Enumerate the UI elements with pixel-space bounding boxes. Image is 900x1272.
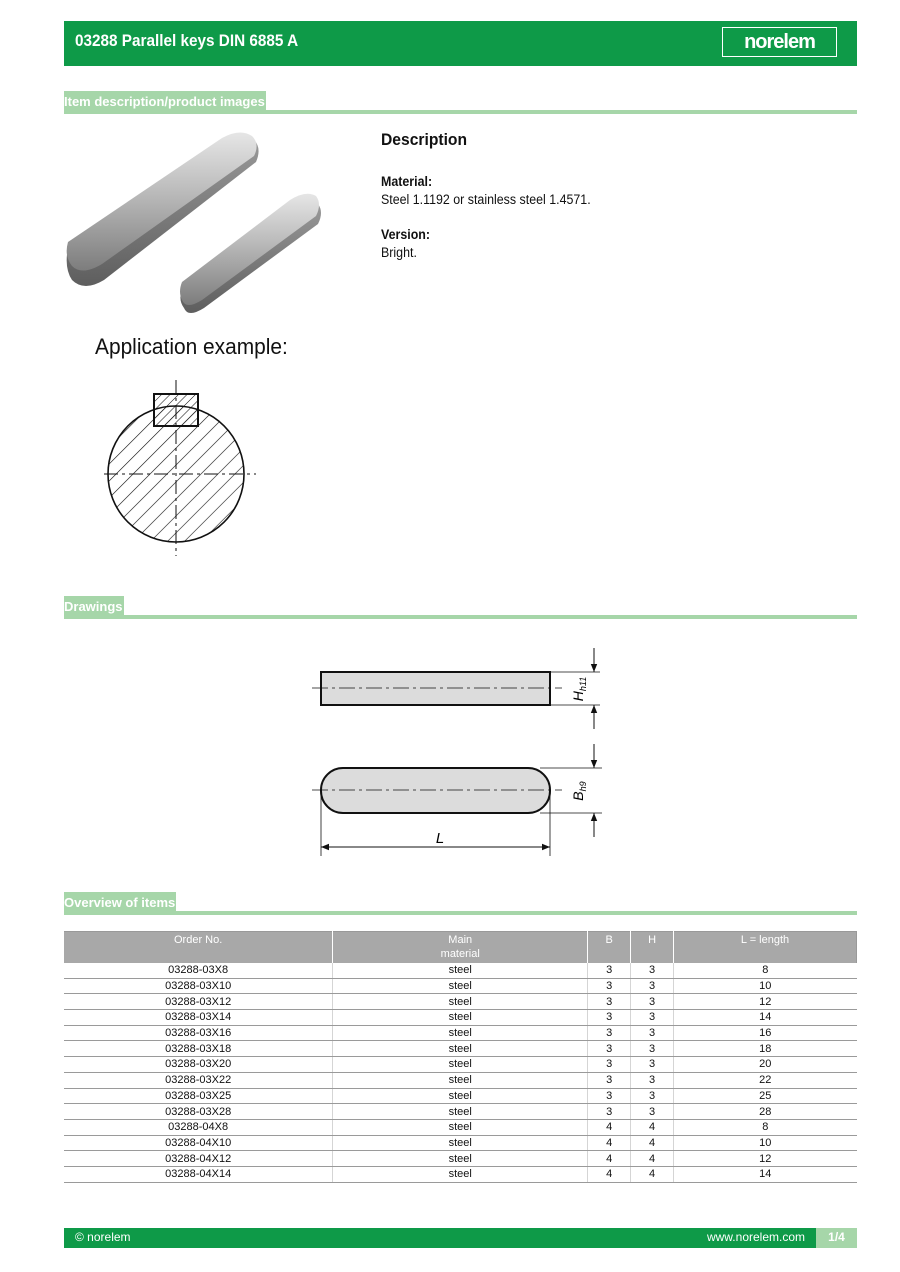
- page-header: [64, 21, 857, 66]
- top-view: [321, 768, 550, 813]
- description-block: [381, 130, 851, 279]
- cell-order-no: 03288-04X14: [64, 1166, 333, 1182]
- cell-b: 4: [588, 1151, 631, 1167]
- cell-l: 10: [674, 1135, 857, 1151]
- cell-h: 3: [631, 994, 674, 1010]
- logo-text: norelem: [744, 31, 815, 53]
- cell-b: 4: [588, 1135, 631, 1151]
- cell-h: 3: [631, 1025, 674, 1041]
- cell-order-no: 03288-03X22: [64, 1072, 333, 1088]
- cell-h: 3: [631, 1057, 674, 1073]
- section-label: Overview of items: [64, 892, 176, 915]
- cell-b: 3: [588, 1104, 631, 1120]
- cell-material: steel: [333, 1104, 588, 1120]
- small-key: [180, 194, 321, 313]
- cell-l: 14: [674, 1010, 857, 1026]
- items-table: [64, 931, 857, 1183]
- version-value: Bright.: [381, 245, 417, 260]
- b-dimension-label: $B_{h9}$: [570, 781, 588, 801]
- cell-h: 3: [631, 1072, 674, 1088]
- cell-h: 4: [631, 1166, 674, 1182]
- cell-material: steel: [333, 1119, 588, 1135]
- footer-website-link[interactable]: www.norelem.com: [706, 1230, 805, 1244]
- cell-b: 3: [588, 1072, 631, 1088]
- cell-order-no: 03288-03X14: [64, 1010, 333, 1026]
- table-row: [64, 1072, 857, 1088]
- cell-b: 3: [588, 1057, 631, 1073]
- cell-b: 3: [588, 994, 631, 1010]
- cell-b: 3: [588, 1088, 631, 1104]
- cell-b: 4: [588, 1166, 631, 1182]
- section-divider: [64, 615, 857, 619]
- cell-material: steel: [333, 1088, 588, 1104]
- table-row: [64, 1041, 857, 1057]
- table-row: [64, 1151, 857, 1167]
- cell-order-no: 03288-03X10: [64, 978, 333, 994]
- cell-l: 10: [674, 978, 857, 994]
- cell-order-no: 03288-03X25: [64, 1088, 333, 1104]
- cell-l: 20: [674, 1057, 857, 1073]
- page-number: 1/4: [816, 1228, 857, 1248]
- section-divider: [64, 911, 857, 915]
- cell-order-no: 03288-04X8: [64, 1119, 333, 1135]
- cell-material: steel: [333, 1025, 588, 1041]
- table-row: [64, 1119, 857, 1135]
- section-overview: [64, 892, 857, 915]
- section-label: Item description/product images: [64, 91, 266, 114]
- cell-material: steel: [333, 1057, 588, 1073]
- cell-l: 8: [674, 1119, 857, 1135]
- section-label: Drawings: [64, 596, 124, 619]
- cell-order-no: 03288-04X10: [64, 1135, 333, 1151]
- table-row: [64, 1057, 857, 1073]
- cell-l: 28: [674, 1104, 857, 1120]
- column-h: H: [631, 932, 674, 963]
- application-example-title: Application example:: [95, 334, 288, 359]
- side-view: [321, 672, 550, 705]
- cell-material: steel: [333, 1041, 588, 1057]
- cell-b: 3: [588, 963, 631, 979]
- cell-b: 3: [588, 1010, 631, 1026]
- application-example: [64, 322, 322, 570]
- cell-h: 3: [631, 1010, 674, 1026]
- column-length: L = length: [674, 932, 857, 963]
- cell-h: 4: [631, 1135, 674, 1151]
- table-body: [64, 963, 857, 1183]
- cell-material: steel: [333, 1166, 588, 1182]
- cell-material: steel: [333, 963, 588, 979]
- section-drawings: [64, 596, 857, 619]
- cell-l: 16: [674, 1025, 857, 1041]
- cell-h: 4: [631, 1151, 674, 1167]
- footer-copyright: © norelem: [75, 1230, 131, 1244]
- h-dimension-label: $H_{h11}$: [570, 676, 588, 702]
- cell-order-no: 03288-04X12: [64, 1151, 333, 1167]
- cell-material: steel: [333, 978, 588, 994]
- cell-h: 4: [631, 1119, 674, 1135]
- cell-order-no: 03288-03X12: [64, 994, 333, 1010]
- cell-b: 3: [588, 978, 631, 994]
- table-row: [64, 1010, 857, 1026]
- version-label: Version:: [381, 227, 431, 242]
- cell-order-no: 03288-03X28: [64, 1104, 333, 1120]
- column-order-no: Order No.: [64, 932, 333, 963]
- technical-drawing: [300, 640, 620, 865]
- cell-material: steel: [333, 1135, 588, 1151]
- page-title: 03288 Parallel keys DIN 6885 A: [75, 31, 299, 50]
- cell-b: 4: [588, 1119, 631, 1135]
- page-footer: [64, 1228, 857, 1248]
- cell-order-no: 03288-03X16: [64, 1025, 333, 1041]
- material-value: Steel 1.1192 or stainless steel 1.4571.: [381, 192, 591, 207]
- cell-l: 14: [674, 1166, 857, 1182]
- material-label: Material:: [381, 174, 433, 189]
- table-header-row: [64, 932, 857, 963]
- table-row: [64, 994, 857, 1010]
- table-row: [64, 1088, 857, 1104]
- cell-h: 3: [631, 963, 674, 979]
- cell-l: 8: [674, 963, 857, 979]
- cell-l: 12: [674, 1151, 857, 1167]
- product-image: [64, 130, 322, 320]
- section-item-description: [64, 91, 857, 114]
- cell-b: 3: [588, 1041, 631, 1057]
- cell-l: 12: [674, 994, 857, 1010]
- cell-order-no: 03288-03X18: [64, 1041, 333, 1057]
- cell-b: 3: [588, 1025, 631, 1041]
- column-main-material: Main material: [333, 932, 588, 963]
- table-row: [64, 1025, 857, 1041]
- table-row: [64, 1135, 857, 1151]
- cell-material: steel: [333, 1072, 588, 1088]
- cell-order-no: 03288-03X8: [64, 963, 333, 979]
- cell-l: 22: [674, 1072, 857, 1088]
- cell-order-no: 03288-03X20: [64, 1057, 333, 1073]
- cell-h: 3: [631, 978, 674, 994]
- cell-h: 3: [631, 1088, 674, 1104]
- description-title: Description: [381, 130, 468, 149]
- table-row: [64, 1104, 857, 1120]
- cell-material: steel: [333, 994, 588, 1010]
- table-row: [64, 978, 857, 994]
- cell-material: steel: [333, 1010, 588, 1026]
- column-b: B: [588, 932, 631, 963]
- cell-h: 3: [631, 1104, 674, 1120]
- table-row: [64, 963, 857, 979]
- table-row: [64, 1166, 857, 1182]
- norelem-logo: [722, 27, 837, 57]
- cell-l: 18: [674, 1041, 857, 1057]
- l-dimension-label: L: [435, 830, 445, 847]
- cell-h: 3: [631, 1041, 674, 1057]
- cell-l: 25: [674, 1088, 857, 1104]
- cell-material: steel: [333, 1151, 588, 1167]
